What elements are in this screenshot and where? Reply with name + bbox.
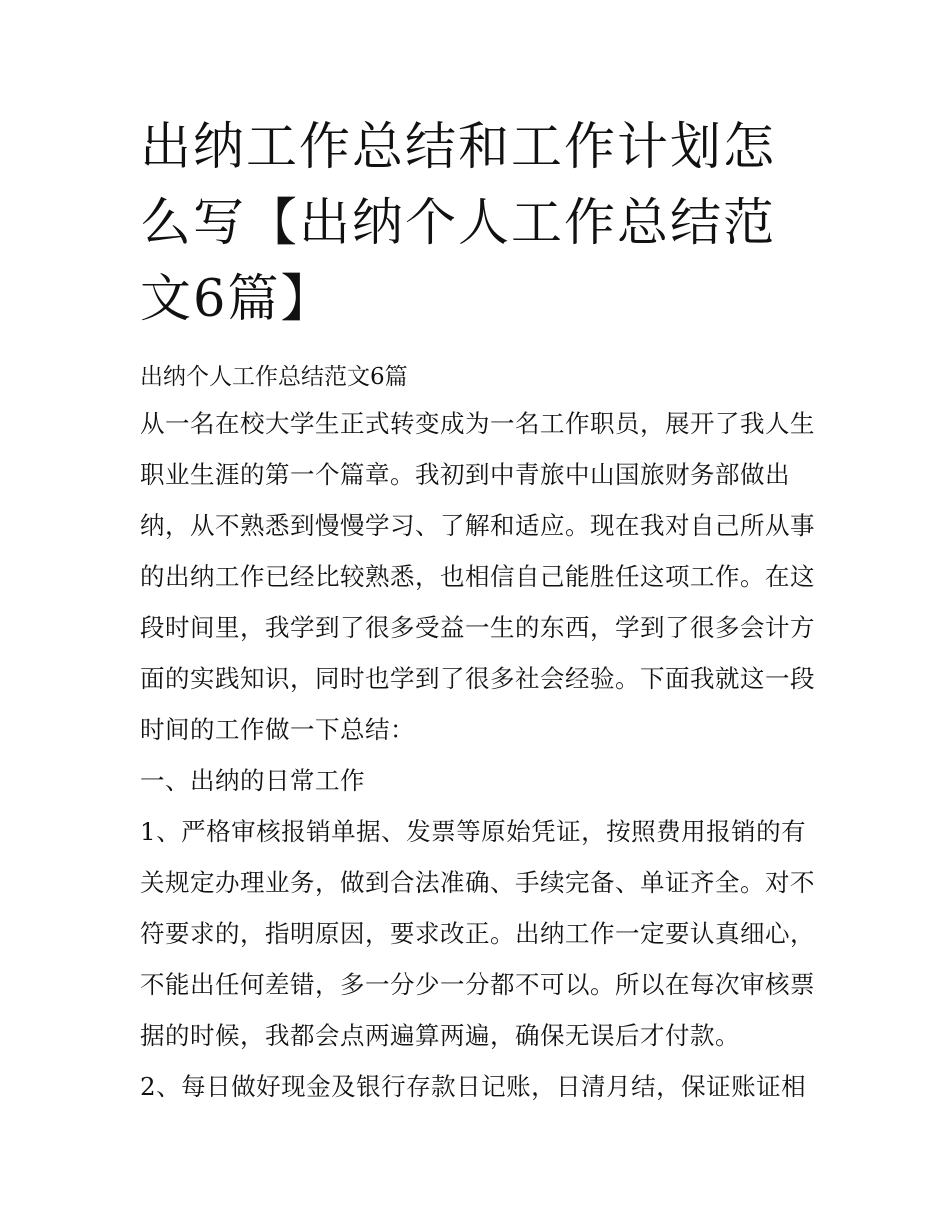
document-subtitle: 出纳个人工作总结范文6篇 <box>140 364 408 390</box>
paragraph-intro: 从一名在校大学生正式转变成为一名工作职员，展开了我人生职业生涯的第一个篇章。我初到中青旅中山国旅财务部做出纳，从不熟悉到慢慢学习、了解和适应。现在我对自己所从事的出纳工作已经比较熟悉，也相信自己能胜任这项工作。在这段时间里，我学到了很多受益一生的东西，学到了很多会计方面的实践知识，同时也学到了很多社会经验。下面我就这一段时间的工作做一下总结： <box>140 409 815 744</box>
document-page <box>140 110 820 1112</box>
paragraph-item-2: 2、每日做好现金及银行存款日记账，日清月结，保证账证相 <box>140 1072 807 1101</box>
paragraph-item-1: 1、严格审核报销单据、发票等原始凭证，按照费用报销的有关规定办理业务，做到合法准确、手续完备、单证齐全。对不符要求的，指明原因，要求改正。出纳工作一定要认真细心，不能出任何差错，多一分少一分都不可以。所以在每次审核票据的时候，我都会点两遍算两遍，确保无误后才付款。 <box>140 817 815 1050</box>
document-title: 出纳工作总结和工作计划怎么写【出纳个人工作总结范文6篇】 <box>140 118 777 329</box>
section-heading: 一、出纳的日常工作 <box>140 766 365 795</box>
